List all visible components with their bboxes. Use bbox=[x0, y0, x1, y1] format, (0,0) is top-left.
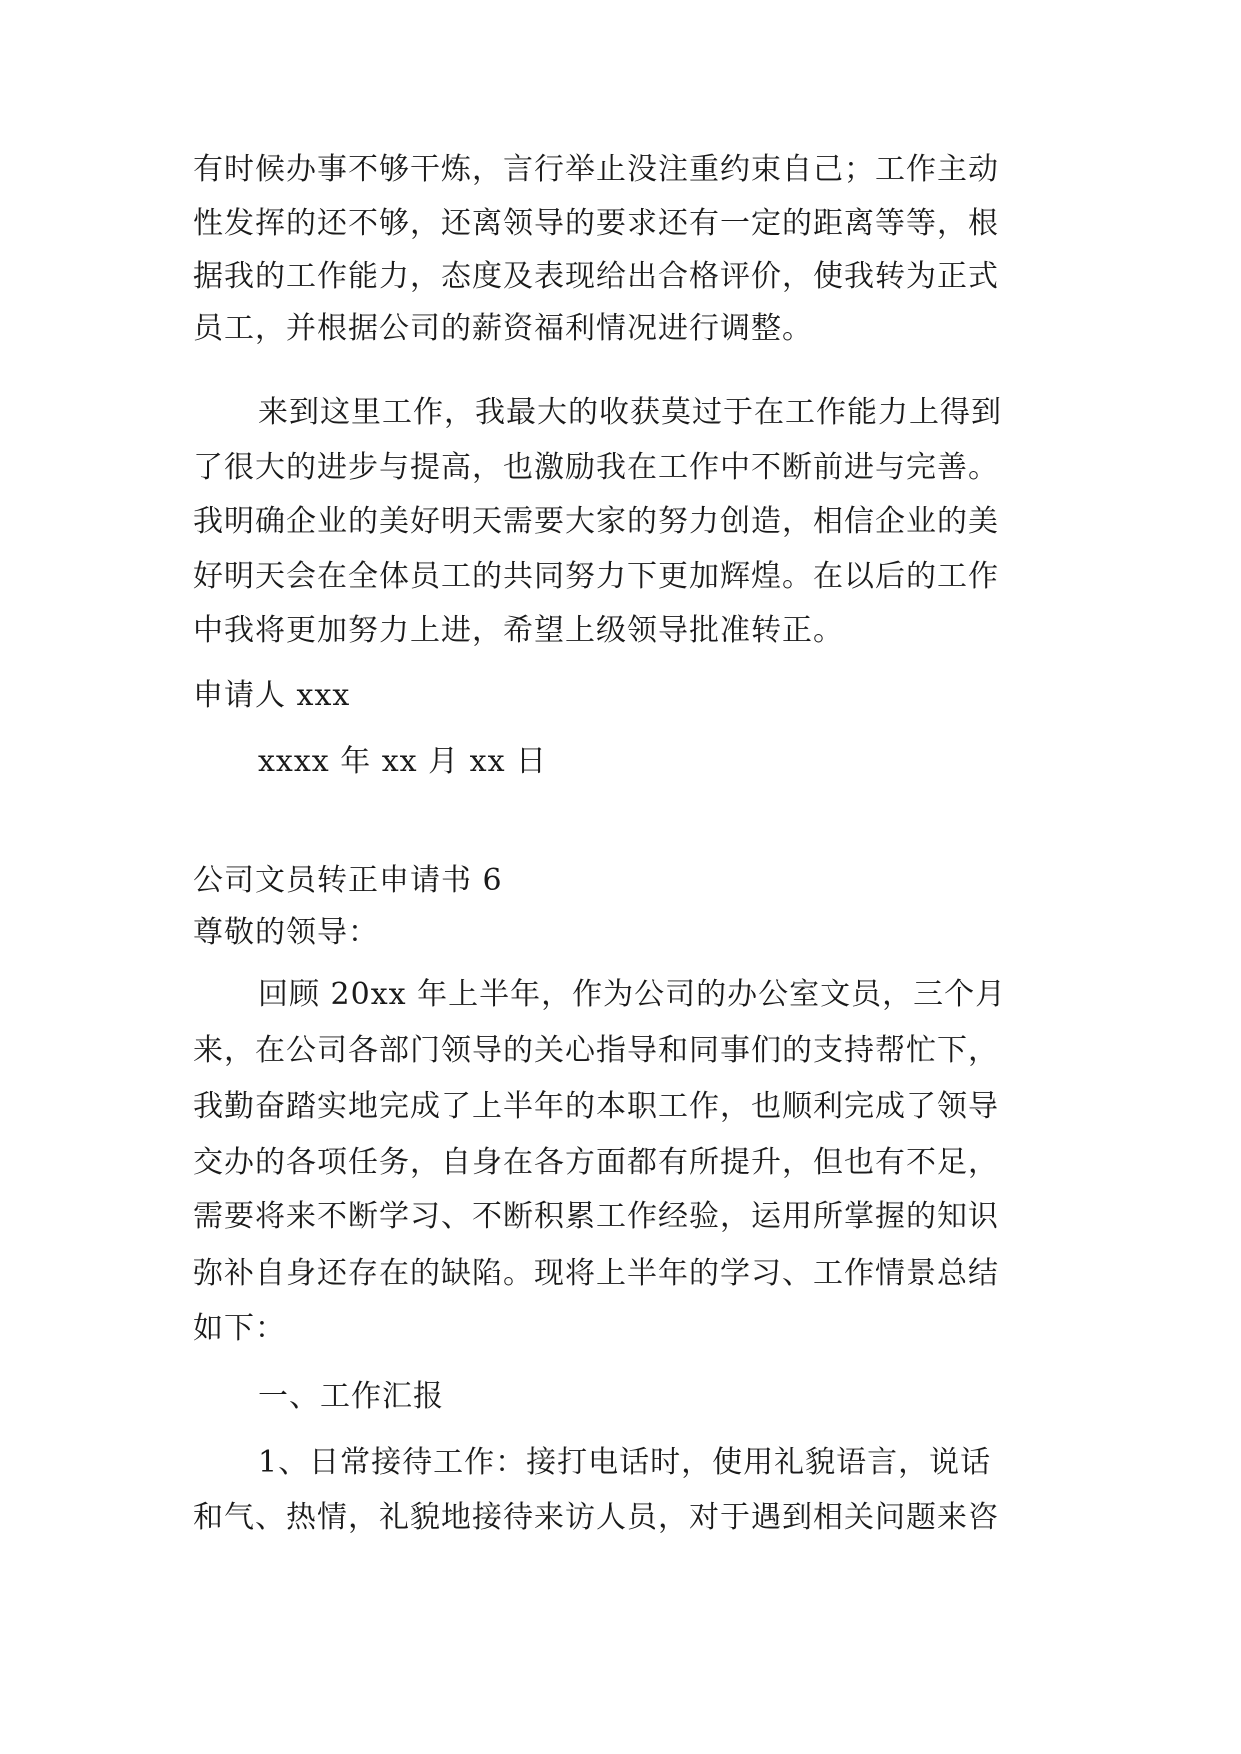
section-heading: 一、工作汇报 bbox=[258, 1379, 444, 1414]
section-title: 公司文员转正申请书 6 bbox=[193, 863, 503, 898]
paragraph-line: 据我的工作能力，态度及表现给出合格评价，使我转为正式 bbox=[193, 259, 999, 294]
salutation: 尊敬的领导： bbox=[193, 915, 379, 950]
paragraph-line: 中我将更加努力上进，希望上级领导批准转正。 bbox=[193, 613, 844, 648]
paragraph-line: 员工，并根据公司的薪资福利情况进行调整。 bbox=[193, 311, 813, 346]
paragraph-line: 有时候办事不够干炼，言行举止没注重约束自己；工作主动 bbox=[193, 152, 999, 187]
paragraph-line: 了很大的进步与提高，也激励我在工作中不断前进与完善。 bbox=[193, 450, 999, 485]
paragraph-line: 和气、热情，礼貌地接待来访人员，对于遇到相关问题来咨 bbox=[193, 1500, 999, 1535]
paragraph-line: 来到这里工作，我最大的收获莫过于在工作能力上得到 bbox=[258, 395, 1002, 430]
paragraph-line: 我勤奋踏实地完成了上半年的本职工作，也顺利完成了领导 bbox=[193, 1089, 999, 1124]
paragraph-line: 回顾 20xx 年上半年，作为公司的办公室文员，三个月 bbox=[258, 977, 1007, 1012]
paragraph-line: 如下： bbox=[193, 1311, 286, 1346]
paragraph-line: 来，在公司各部门领导的关心指导和同事们的支持帮忙下， bbox=[193, 1033, 999, 1068]
paragraph-line: 好明天会在全体员工的共同努力下更加辉煌。在以后的工作 bbox=[193, 559, 999, 594]
date: xxxx 年 xx 月 xx 日 bbox=[258, 744, 548, 779]
signature: 申请人 xxx bbox=[193, 678, 351, 713]
paragraph-line: 弥补自身还存在的缺陷。现将上半年的学习、工作情景总结 bbox=[193, 1256, 999, 1291]
paragraph-line: 我明确企业的美好明天需要大家的努力创造，相信企业的美 bbox=[193, 504, 999, 539]
paragraph-line: 性发挥的还不够，还离领导的要求还有一定的距离等等，根 bbox=[193, 206, 999, 241]
paragraph-line: 交办的各项任务，自身在各方面都有所提升，但也有不足， bbox=[193, 1145, 999, 1180]
paragraph-line: 需要将来不断学习、不断积累工作经验，运用所掌握的知识 bbox=[193, 1199, 999, 1234]
paragraph-line: 1、日常接待工作：接打电话时，使用礼貌语言，说话 bbox=[258, 1445, 992, 1480]
